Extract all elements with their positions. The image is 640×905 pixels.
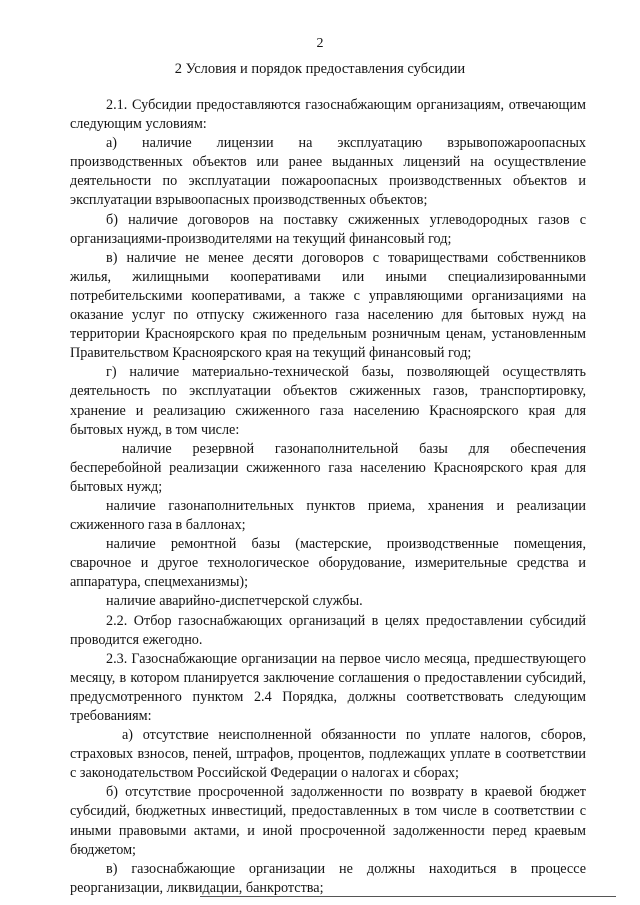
paragraph-2-2: 2.2. Отбор газоснабжающих организаций в целях предоставлении субсидий проводится ежегодно. (70, 612, 586, 648)
section-heading: 2 Условия и порядок предоставления субсидии (174, 61, 466, 77)
document-body (70, 96, 586, 898)
paragraph-condition-a: а) наличие лицензии на эксплуатацию взрывопожароопасных производственных объектов или ранее выданных лицензий на осуществление деятельности по эксплуатации пожароопасных производственных объектов и эксплуатации взрывоопасных производственных объектов; (70, 135, 586, 209)
paragraph-dispatch-service: наличие аварийно-диспетчерской службы. (106, 593, 363, 610)
paragraph-requirement-v: в) газоснабжающие организации не должны находиться в процессе реорганизации, ликвидации, банкротства; (70, 860, 586, 896)
paragraph-2-1: 2.1. Субсидии предоставляются газоснабжающим организациям, отвечающим следующим условиям: (70, 97, 586, 133)
paragraph-reserve-base: наличие резервной газонаполнительной базы для обеспечения бесперебойной реализации сжиженного газа населению Красноярского края для бытовых нужд; (70, 440, 586, 495)
paragraph-requirement-b: б) отсутствие просроченной задолженности по возврату в краевой бюджет субсидий, бюджетных инвестиций, предоставленных в том числе в соответствии с иными правовыми актами, и иной просроченной задолженности перед краевым бюджетом; (70, 784, 586, 858)
paragraph-condition-b: б) наличие договоров на поставку сжиженных углеводородных газов с организациями-производителями на текущий финансовый год; (70, 211, 586, 247)
paragraph-2-3: 2.3. Газоснабжающие организации на первое число месяца, предшествующего месяцу, в котором планируется заключение соглашения о предоставлении субсидий, предусмотренного пунктом 2.4 Порядка, должны соответствовать следующим требованиям: (70, 650, 586, 724)
bottom-rule (200, 896, 616, 897)
paragraph-condition-g: г) наличие материально-технической базы, позволяющей осуществлять деятельность по эксплуатации объектов сжиженных газов, транспортировку, хранение и реализацию сжиженного газа населению Красноярского края для бытовых нужд, в том числе: (70, 364, 586, 438)
paragraph-filling-points: наличие газонаполнительных пунктов приема, хранения и реализации сжиженного газа в баллонах; (70, 497, 586, 534)
paragraph-condition-v: в) наличие не менее десяти договоров с товариществами собственников жилья, жилищными кооперативами или иными специализированными потребительскими кооперативами, а также с управляющими организациями на оказание услуг по отпуску сжиженного газа населению для бытовых нужд на территории Красноярского края по предельным розничным ценам, установленным Правительством Красноярского края на текущий финансовый год; (70, 249, 586, 362)
paragraph-repair-base: наличие ремонтной базы (мастерские, производственные помещения, сварочное и другое технологическое оборудование, измерительные средства и аппаратура, спецмеханизмы); (70, 536, 586, 591)
page-number: 2 (316, 36, 324, 51)
paragraph-requirement-a: а) отсутствие неисполненной обязанности по уплате налогов, сборов, страховых взносов, пеней, штрафов, процентов, подлежащих уплате в соответствии с законодательством Российской Федерации о налогах и сборах; (70, 727, 586, 782)
